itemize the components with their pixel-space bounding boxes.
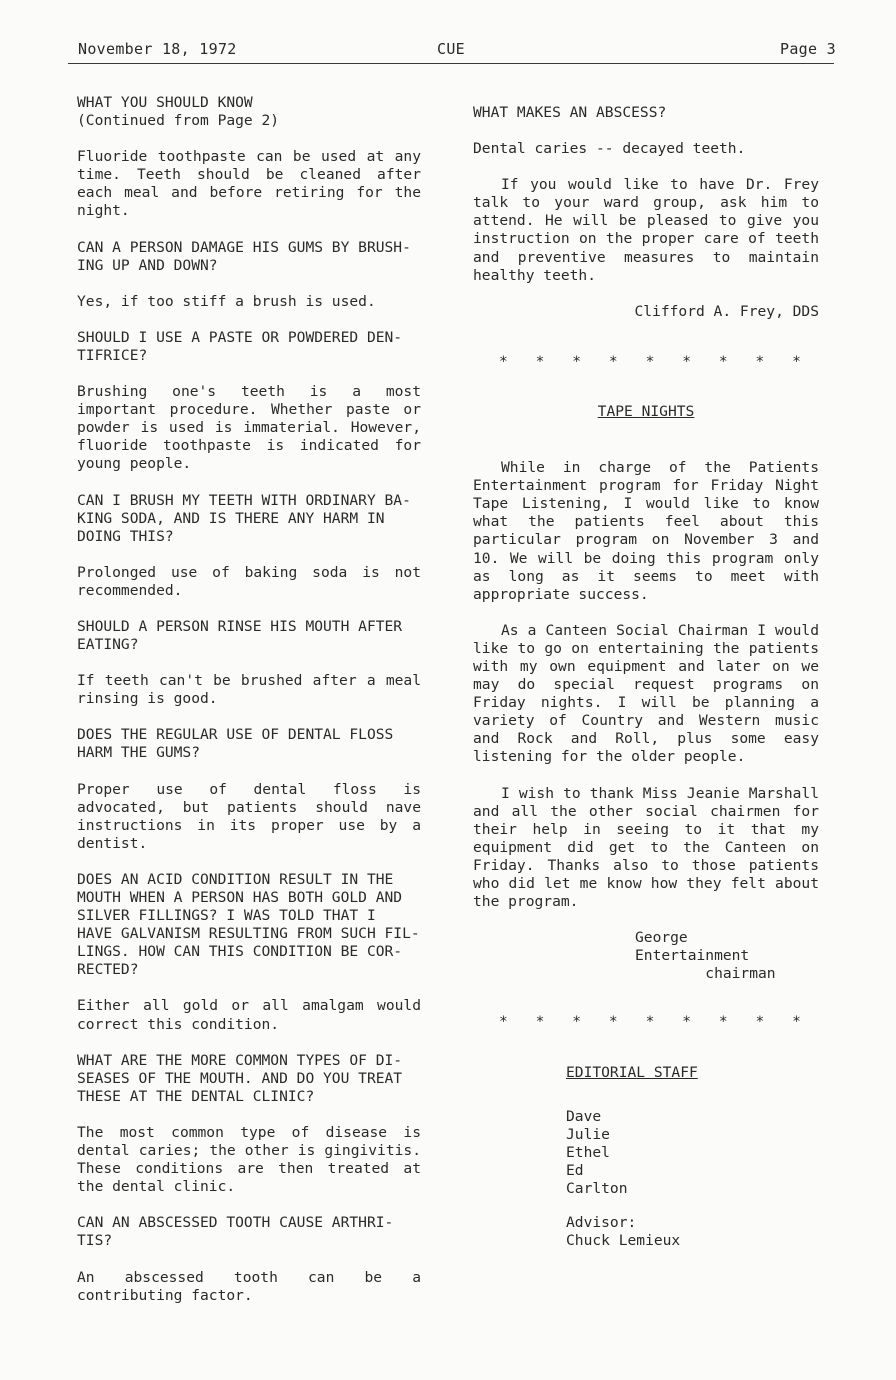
question-14: WHAT ARE THE MORE COMMON TYPES OF DI- SEASES OF THE MOUTH. AND DO YOU TREAT THESE AT THE DENTAL CLINIC? (77, 1051, 403, 1105)
star: * (792, 352, 801, 370)
tape-paragraph-1: While in charge of the Patients Entertainment program for Friday Night Tape Listening, I would like to know what the patients feel about this particular program on November 3 and 10. We will be doing this program only as long as it seems to meet with appropriate success. (473, 459, 819, 603)
tape-nights-title (473, 403, 819, 421)
newsletter-title: CUE (437, 40, 465, 58)
answer-1: Fluoride toothpaste can be used at any time. Teeth should be cleaned after each meal and before retiring for the night. (77, 148, 421, 220)
star: * (682, 352, 691, 370)
frey-paragraph: If you would like to have Dr. Frey talk to your ward group, ask him to attend. He will be pleased to give you instruction on the proper care of teeth and preventive measures to maintain healthy teeth. (473, 176, 819, 284)
star: * (499, 1013, 508, 1031)
star: * (499, 352, 508, 370)
frey-signature: Clifford A. Frey, DDS (634, 302, 819, 320)
star: * (535, 352, 545, 370)
george-signature: George Entertainment chairman (635, 929, 776, 983)
left-column (77, 94, 421, 1323)
star: * (608, 352, 618, 370)
star: * (572, 1013, 582, 1031)
question-2: CAN A PERSON DAMAGE HIS GUMS BY BRUSH- ING UP AND DOWN? (77, 238, 411, 274)
page-number: Page 3 (780, 40, 836, 58)
star: * (645, 352, 655, 370)
answer-abscess: Dental caries -- decayed teeth. (473, 140, 746, 158)
answer-17: An abscessed tooth can be a contributing factor. (77, 1268, 421, 1304)
answer-9: If teeth can't be brushed after a meal rinsing is good. (77, 672, 421, 708)
right-column (473, 104, 819, 1266)
answer-7: Prolonged use of baking soda is not recommended. (77, 563, 421, 599)
tape-paragraph-2: As a Canteen Social Chairman I would like to go on entertaining the patients with my own equipment and later on we may do special request programs on Friday nights. I will be planning a variety of Country and Western music and Rock and Roll, plus some easy listening for the older people. (473, 621, 819, 766)
star: * (718, 352, 728, 370)
answer-5: Brushing one's teeth is a most important procedure. Whether paste or powder is used is immaterial. However, fluoride toothpaste is indicated for young people. (77, 383, 421, 473)
star: * (792, 1013, 801, 1031)
star-divider-1 (473, 353, 819, 371)
star: * (755, 352, 765, 370)
staff-names: Dave Julie Ethel Ed Carlton (566, 1107, 628, 1198)
star: * (572, 352, 582, 370)
star: * (682, 1013, 691, 1031)
star-divider-2 (473, 1013, 819, 1031)
answer-11: Proper use of dental floss is advocated, but patients should nave instructions in its proper use by a dentist. (77, 780, 421, 852)
advisor: Advisor: Chuck Lemieux (566, 1214, 681, 1250)
question-12: DOES AN ACID CONDITION RESULT IN THE MOUTH WHEN A PERSON HAS BOTH GOLD AND SILVER FILLINGS? I WAS TOLD THAT I HAVE GALVANISM RESULTING FROM SUCH FIL- LINGS. HOW CAN THIS CONDITION BE COR- RECTED? (77, 870, 420, 979)
question-10: DOES THE REGULAR USE OF DENTAL FLOSS HARM THE GUMS? (77, 726, 394, 762)
star: * (718, 1013, 728, 1031)
answer-15: The most common type of disease is dental caries; the other is gingivitis. These conditions are then treated at the dental clinic. (77, 1123, 421, 1196)
star: * (535, 1013, 545, 1031)
tape-nights-heading: TAPE NIGHTS (597, 402, 695, 420)
header-rule (68, 63, 834, 64)
answer-3: Yes, if too stiff a brush is used. (77, 292, 376, 310)
editorial-staff-title: EDITORIAL STAFF (566, 1063, 698, 1081)
question-8: SHOULD A PERSON RINSE HIS MOUTH AFTER EATING? (77, 617, 403, 654)
question-4: SHOULD I USE A PASTE OR POWDERED DEN- TIFRICE? (77, 328, 403, 364)
answer-13: Either all gold or all amalgam would correct this condition. (77, 997, 421, 1033)
star: * (645, 1013, 655, 1031)
question-16: CAN AN ABSCESSED TOOTH CAUSE ARTHRI- TIS? (77, 1214, 394, 1250)
tape-paragraph-3: I wish to thank Miss Jeanie Marshall and all the other social chairmen for their help in seeing to it that my equipment did get to the Canteen on Friday. Thanks also to those patients who did let me know how they felt about the program. (473, 784, 819, 911)
question-6: CAN I BRUSH MY TEETH WITH ORDINARY BA- KING SODA, AND IS THERE ANY HARM IN DOING THIS? (77, 491, 411, 545)
header-date: November 18, 1972 (78, 40, 237, 58)
question-0: WHAT YOU SHOULD KNOW (Continued from Page 2) (77, 94, 280, 130)
star: * (608, 1013, 618, 1031)
star: * (755, 1013, 765, 1031)
question-abscess: WHAT MAKES AN ABSCESS? (473, 104, 667, 121)
